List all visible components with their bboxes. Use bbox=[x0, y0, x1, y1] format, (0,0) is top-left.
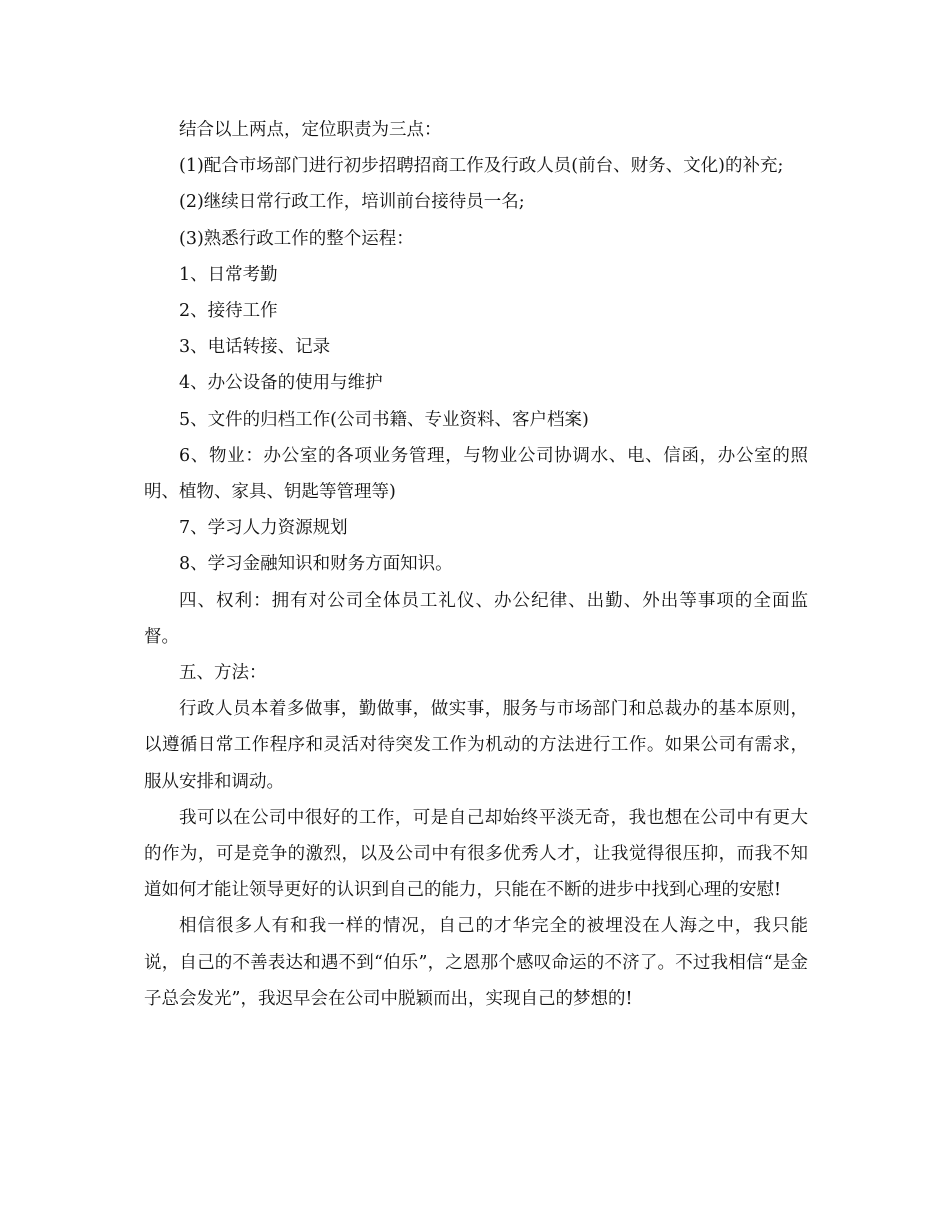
document-body bbox=[144, 112, 808, 1017]
section-heading: 五、方法： bbox=[179, 663, 267, 684]
paragraph: (2)继续日常行政工作，培训前台接待员一名; bbox=[179, 192, 525, 213]
paragraph: (3)熟悉行政工作的整个运程： bbox=[179, 228, 414, 249]
paragraph: 行政人员本着多做事，勤做事，做实事，服务与市场部门和总裁办的基本原则，以遵循日常工作程序和灵活对待突发工作为机动的方法进行工作。如果公司有需求，服从安排和调动。 bbox=[144, 699, 808, 792]
list-item: 6、物业：办公室的各项业务管理，与物业公司协调水、电、信函，办公室的照明、植物、家具、钥匙等管理等) bbox=[144, 445, 808, 503]
list-item: 7、学习人力资源规划 bbox=[179, 518, 348, 539]
list-item: 8、学习金融知识和财务方面知识。 bbox=[179, 554, 453, 575]
list-item: 4、办公设备的使用与维护 bbox=[179, 373, 383, 394]
paragraph: 我可以在公司中很好的工作，可是自己却始终平淡无奇，我也想在公司中有更大的作为，可是竞争的激烈，以及公司中有很多优秀人才，让我觉得很压抑，而我不知道如何才能让领导更好的认识到自己的能力，只能在不断的进步中找到心理的安慰! bbox=[144, 807, 808, 901]
paragraph: 四、权利：拥有对公司全体员工礼仪、办公纪律、出勤、外出等事项的全面监督。 bbox=[144, 590, 808, 647]
list-item: 2、接待工作 bbox=[179, 301, 278, 322]
list-item: 1、日常考勤 bbox=[179, 264, 278, 285]
list-item: 5、文件的归档工作(公司书籍、专业资料、客户档案) bbox=[179, 409, 589, 430]
paragraph: 结合以上两点，定位职责为三点： bbox=[179, 120, 442, 140]
paragraph: 相信很多人有和我一样的情况，自己的才华完全的被埋没在人海之中，我只能说，自己的不善表达和遇不到“伯乐”，之恩那个感叹命运的不济了。不过我相信“是金子总会发光”，我迟早会在公司中脱颖而出，实现自己的梦想的! bbox=[144, 916, 808, 1009]
list-item: 3、电话转接、记录 bbox=[179, 337, 331, 358]
paragraph: (1)配合市场部门进行初步招聘招商工作及行政人员(前台、财务、文化)的补充; bbox=[179, 156, 784, 177]
